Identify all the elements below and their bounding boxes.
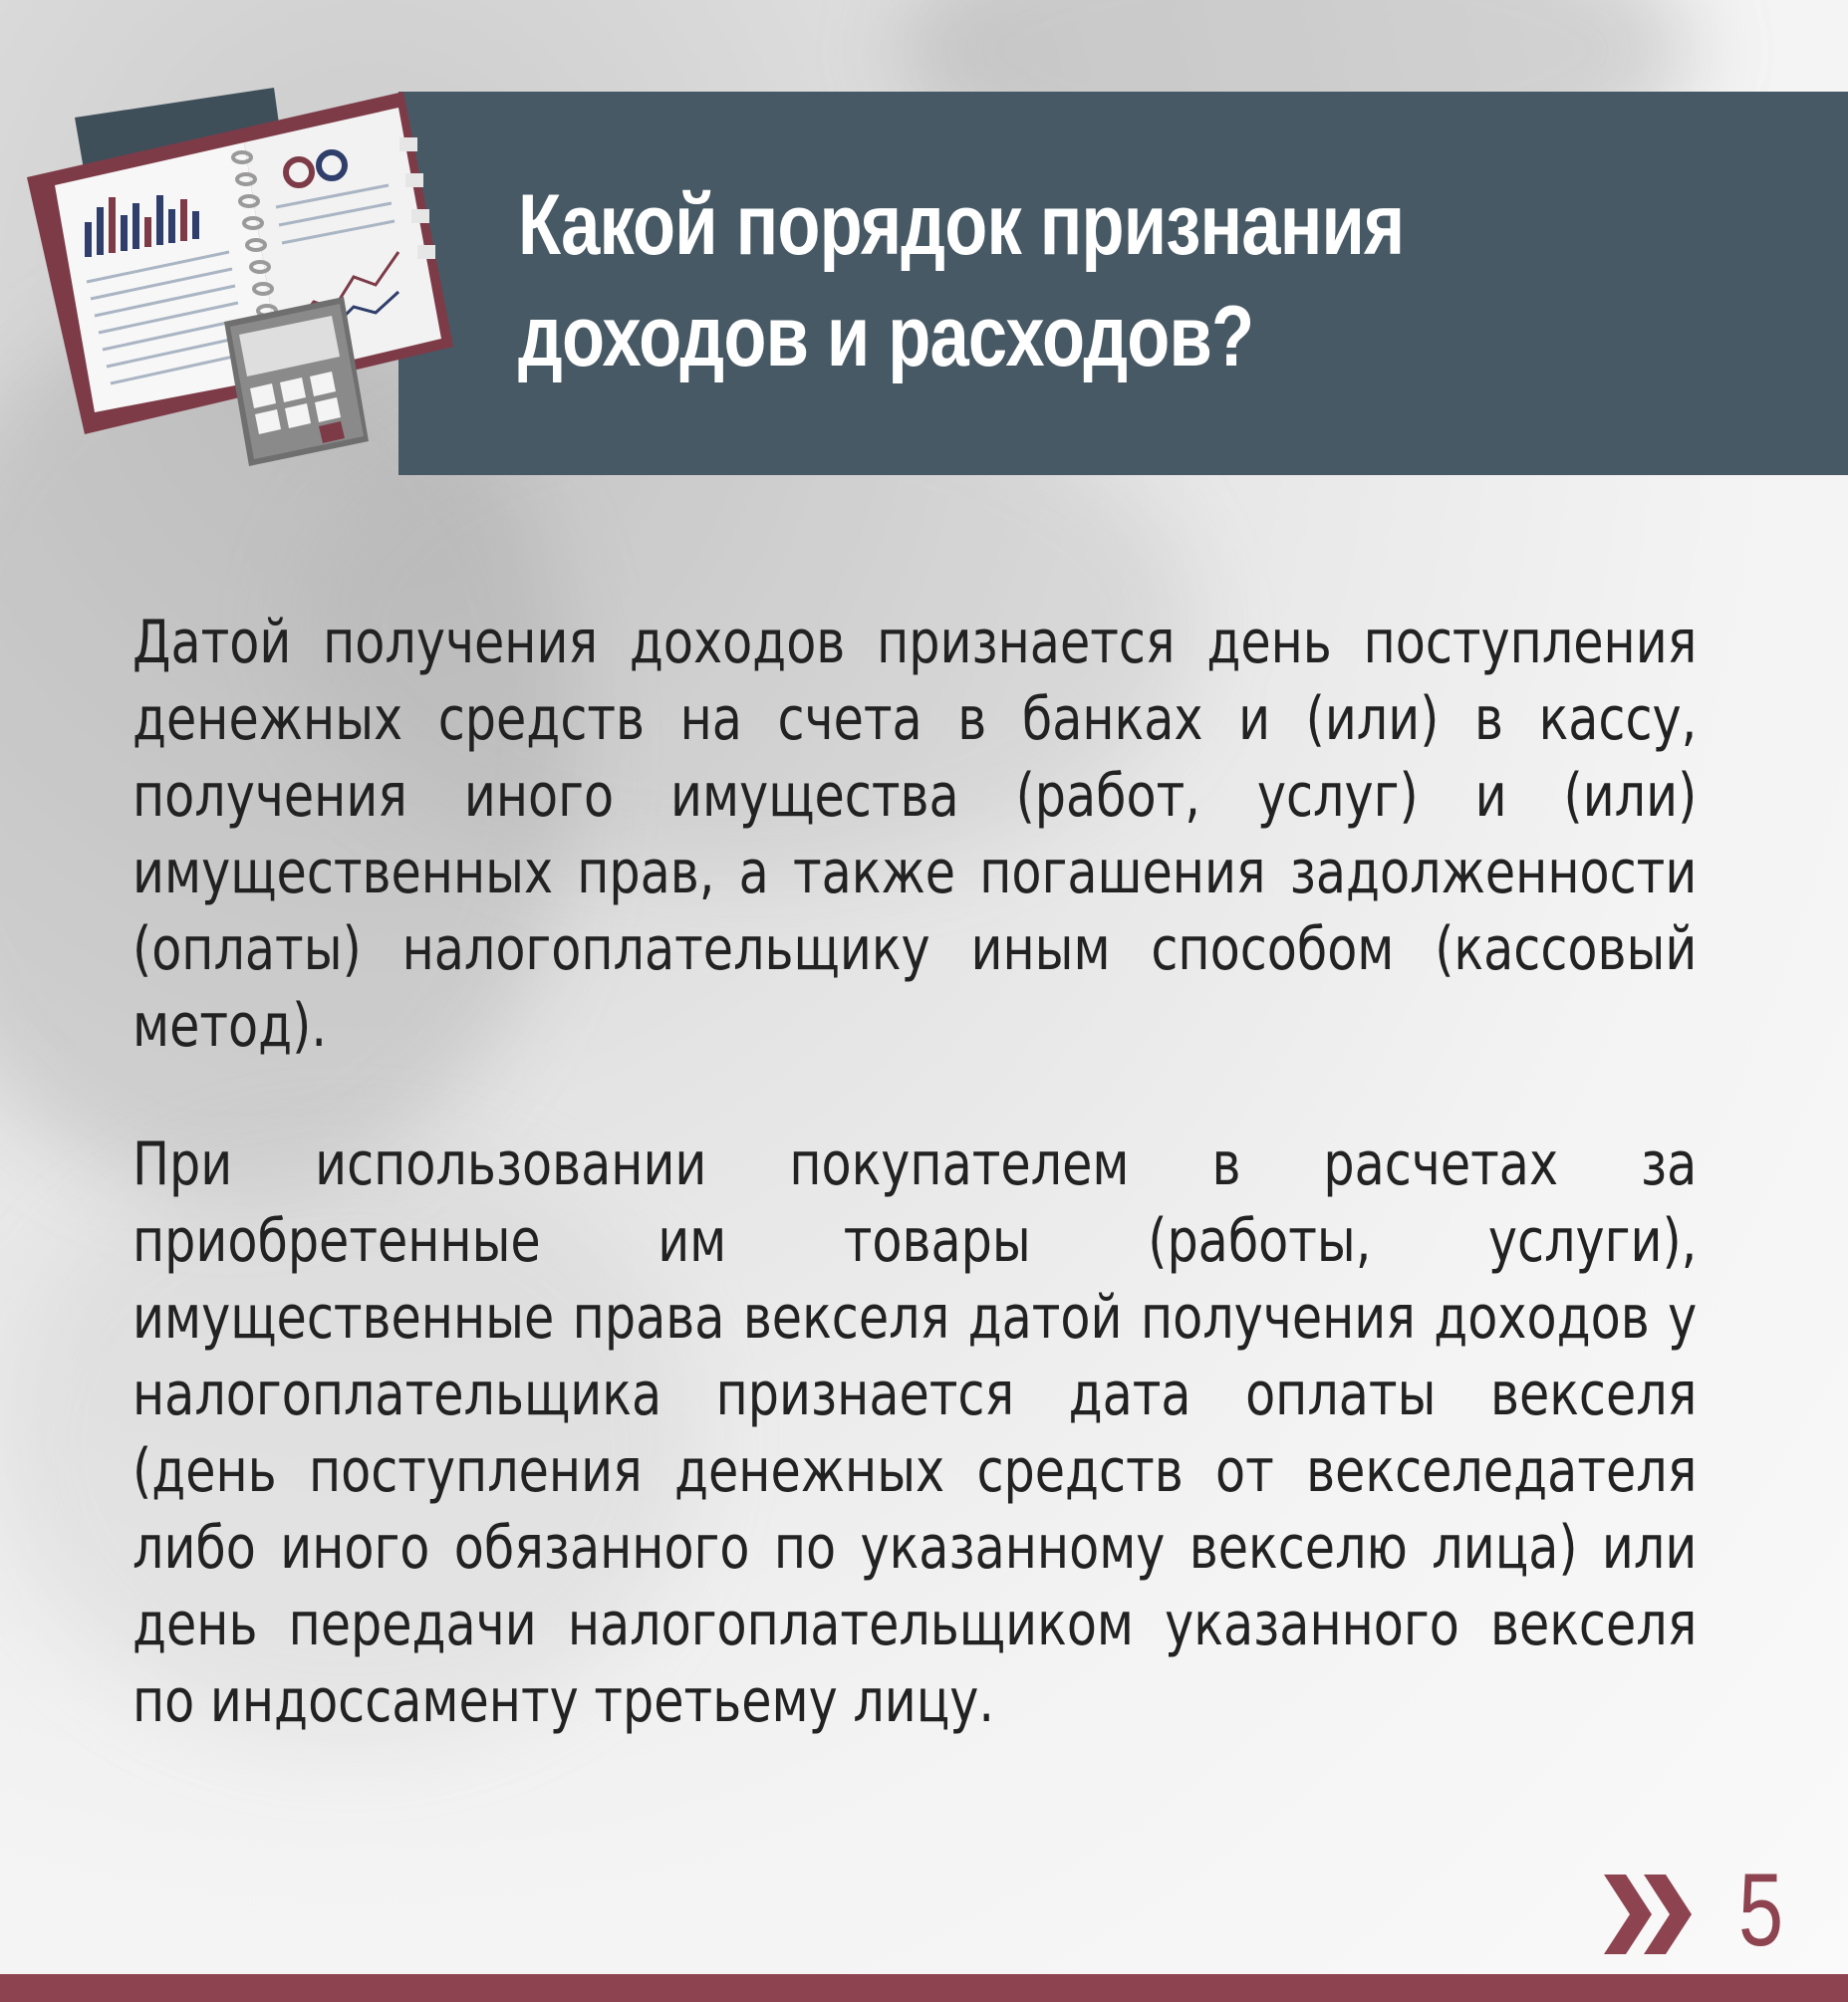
bottom-accent-bar [0, 1974, 1848, 2002]
body-paragraph-1: Датой получения доходов признается день поступления денежных средств на счета в банках и (или) в кассу, получения иного имущества (работ, услуг) и (или) имущественных прав, а также погашения задолженности (оплаты) налогоплательщику иным способом (кассовый метод). [132, 608, 1698, 1061]
calculator-icon [224, 297, 369, 466]
title-line-1: Какой порядок признания [518, 177, 1405, 273]
double-chevron-right-icon [1604, 1875, 1696, 1954]
body-paragraph-2: При использовании покупателем в расчетах за приобретенные им товары (работы, услуги), имущественные права векселя датой получения доходов у налогоплательщика признается дата оплаты векселя (день поступления денежных средств от векселедателя либо иного обязанного по указанному векселю лица) или день передачи налогоплательщиком указанного векселя по индоссаменту третьему лицу. [132, 1129, 1698, 1736]
notebook-calculator-illustration [15, 78, 483, 476]
page-title [518, 169, 1564, 392]
title-line-2: доходов и расходов? [518, 289, 1254, 384]
page-number: 5 [1738, 1853, 1784, 1968]
